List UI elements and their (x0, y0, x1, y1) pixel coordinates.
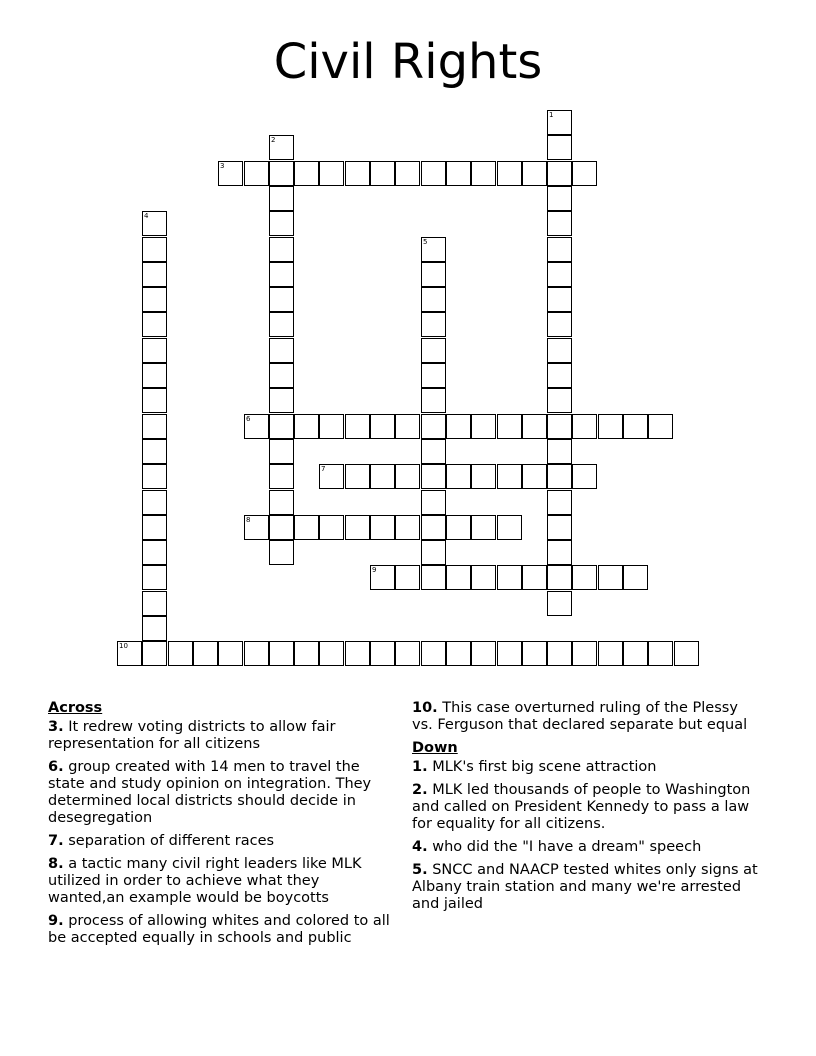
grid-cell[interactable] (421, 515, 446, 540)
grid-cell[interactable] (168, 641, 193, 666)
grid-cell[interactable] (446, 641, 471, 666)
grid-cell[interactable] (319, 464, 344, 489)
grid-cell[interactable] (421, 490, 446, 515)
grid-cell[interactable] (142, 262, 167, 287)
clue-number: 4. (412, 839, 428, 855)
down-clue-2 (412, 782, 762, 833)
clue-number: 7. (48, 833, 64, 849)
clue-number: 5. (412, 862, 428, 878)
grid-cell[interactable] (142, 641, 167, 666)
grid-cell[interactable] (345, 641, 370, 666)
grid-cell[interactable] (269, 439, 294, 464)
grid-cell[interactable] (547, 135, 572, 160)
grid-cell[interactable] (142, 616, 167, 641)
grid-cell[interactable] (674, 641, 699, 666)
grid-cell[interactable] (370, 641, 395, 666)
grid-cell[interactable] (547, 186, 572, 211)
grid-cell[interactable] (269, 211, 294, 236)
grid-cell[interactable] (269, 161, 294, 186)
grid-cell[interactable] (497, 161, 522, 186)
grid-cell[interactable] (497, 464, 522, 489)
grid-cell[interactable] (547, 161, 572, 186)
grid-cell[interactable] (446, 515, 471, 540)
grid-cell[interactable] (572, 414, 597, 439)
cell-number: 8 (246, 516, 251, 524)
grid-cell[interactable] (269, 186, 294, 211)
grid-cell[interactable] (370, 565, 395, 590)
grid-cell[interactable] (370, 414, 395, 439)
grid-cell[interactable] (547, 565, 572, 590)
grid-cell[interactable] (547, 262, 572, 287)
grid-cell[interactable] (142, 515, 167, 540)
grid-cell[interactable] (218, 161, 243, 186)
across-clue-7 (48, 833, 398, 850)
grid-cell[interactable] (547, 110, 572, 135)
grid-cell[interactable] (142, 565, 167, 590)
grid-cell[interactable] (142, 338, 167, 363)
grid-cell[interactable] (522, 161, 547, 186)
grid-cell[interactable] (421, 287, 446, 312)
cell-number: 10 (119, 642, 128, 650)
cell-number: 9 (372, 566, 377, 574)
page-title: Civil Rights (273, 34, 543, 90)
grid-cell[interactable] (193, 641, 218, 666)
grid-cell[interactable] (421, 464, 446, 489)
grid-cell[interactable] (547, 312, 572, 337)
clue-text: a tactic many civil right leaders like MLK utilized in order to achieve what they wanted,an example would be boycotts (48, 856, 362, 906)
across-heading: Across (48, 700, 103, 716)
grid-cell[interactable] (623, 414, 648, 439)
clue-text: It redrew voting districts to allow fair representation for all citizens (48, 719, 336, 752)
grid-cell[interactable] (421, 540, 446, 565)
grid-cell[interactable] (269, 515, 294, 540)
grid-cell[interactable] (547, 237, 572, 262)
cell-number: 6 (246, 415, 251, 423)
grid-cell[interactable] (522, 414, 547, 439)
grid-cell[interactable] (395, 641, 420, 666)
grid-cell[interactable] (345, 161, 370, 186)
grid-cell[interactable] (547, 464, 572, 489)
across-clue-10 (412, 700, 762, 734)
grid-cell[interactable] (269, 262, 294, 287)
grid-cell[interactable] (471, 641, 496, 666)
grid-cell[interactable] (446, 161, 471, 186)
clue-text: MLK led thousands of people to Washington and called on President Kennedy to pass a law for equality for all citizens. (412, 782, 751, 832)
grid-cell[interactable] (117, 641, 142, 666)
grid-cell[interactable] (244, 515, 269, 540)
grid-cell[interactable] (471, 565, 496, 590)
grid-cell[interactable] (142, 464, 167, 489)
grid-cell[interactable] (421, 312, 446, 337)
grid-cell[interactable] (370, 515, 395, 540)
grid-cell[interactable] (547, 287, 572, 312)
clues-right-column (412, 700, 762, 919)
grid-cell[interactable] (421, 414, 446, 439)
grid-cell[interactable] (244, 161, 269, 186)
cell-number: 4 (144, 212, 149, 220)
grid-cell[interactable] (598, 414, 623, 439)
grid-cell[interactable] (142, 363, 167, 388)
across-clue-9 (48, 913, 398, 947)
grid-cell[interactable] (421, 641, 446, 666)
grid-cell[interactable] (497, 515, 522, 540)
grid-cell[interactable] (572, 464, 597, 489)
clue-number: 9. (48, 913, 64, 929)
grid-cell[interactable] (269, 414, 294, 439)
grid-cell[interactable] (269, 135, 294, 160)
grid-cell[interactable] (471, 161, 496, 186)
grid-cell[interactable] (623, 565, 648, 590)
clue-text: separation of different races (68, 833, 275, 849)
grid-cell[interactable] (547, 439, 572, 464)
grid-cell[interactable] (471, 414, 496, 439)
clue-text: who did the "I have a dream" speech (432, 839, 702, 855)
grid-cell[interactable] (269, 312, 294, 337)
grid-cell[interactable] (395, 464, 420, 489)
grid-cell[interactable] (547, 591, 572, 616)
grid-cell[interactable] (142, 211, 167, 236)
grid-cell[interactable] (547, 641, 572, 666)
grid-cell[interactable] (142, 388, 167, 413)
grid-cell[interactable] (446, 414, 471, 439)
grid-cell[interactable] (142, 414, 167, 439)
grid-cell[interactable] (522, 641, 547, 666)
grid-cell[interactable] (421, 338, 446, 363)
clues-left-column (48, 700, 398, 953)
grid-cell[interactable] (421, 565, 446, 590)
clue-text: process of allowing whites and colored to all be accepted equally in schools and public (48, 913, 390, 946)
grid-cell[interactable] (345, 464, 370, 489)
clues-section (48, 700, 778, 1000)
grid-cell[interactable] (547, 490, 572, 515)
grid-cell[interactable] (142, 439, 167, 464)
grid-cell[interactable] (370, 161, 395, 186)
grid-cell[interactable] (319, 161, 344, 186)
grid-cell[interactable] (244, 414, 269, 439)
grid-cell[interactable] (547, 338, 572, 363)
across-clue-6 (48, 759, 398, 827)
grid-cell[interactable] (522, 565, 547, 590)
down-clue-5 (412, 862, 762, 913)
grid-cell[interactable] (547, 363, 572, 388)
clue-number: 6. (48, 759, 64, 775)
grid-cell[interactable] (623, 641, 648, 666)
grid-cell[interactable] (269, 641, 294, 666)
grid-cell[interactable] (598, 565, 623, 590)
grid-cell[interactable] (547, 211, 572, 236)
grid-cell[interactable] (395, 515, 420, 540)
down-clue-4 (412, 839, 762, 856)
grid-cell[interactable] (319, 515, 344, 540)
grid-cell[interactable] (294, 161, 319, 186)
grid-cell[interactable] (395, 565, 420, 590)
grid-cell[interactable] (497, 414, 522, 439)
cell-number: 5 (423, 238, 428, 246)
down-heading: Down (412, 740, 458, 756)
grid-cell[interactable] (421, 388, 446, 413)
grid-cell[interactable] (142, 591, 167, 616)
grid-cell[interactable] (345, 515, 370, 540)
grid-cell[interactable] (547, 515, 572, 540)
grid-cell[interactable] (446, 565, 471, 590)
grid-cell[interactable] (446, 464, 471, 489)
grid-cell[interactable] (572, 565, 597, 590)
grid-cell[interactable] (218, 641, 243, 666)
grid-cell[interactable] (319, 641, 344, 666)
grid-cell[interactable] (142, 287, 167, 312)
clue-number: 10. (412, 700, 438, 716)
grid-cell[interactable] (142, 237, 167, 262)
grid-cell[interactable] (269, 237, 294, 262)
grid-cell[interactable] (142, 312, 167, 337)
grid-cell[interactable] (269, 388, 294, 413)
clue-number: 8. (48, 856, 64, 872)
grid-cell[interactable] (547, 540, 572, 565)
cell-number: 1 (549, 111, 554, 119)
grid-cell[interactable] (547, 388, 572, 413)
grid-cell[interactable] (345, 414, 370, 439)
down-clue-1 (412, 759, 762, 776)
clue-number: 3. (48, 719, 64, 735)
clue-number: 1. (412, 759, 428, 775)
grid-cell[interactable] (547, 414, 572, 439)
grid-cell[interactable] (269, 490, 294, 515)
grid-cell[interactable] (395, 414, 420, 439)
grid-cell[interactable] (269, 540, 294, 565)
grid-cell[interactable] (421, 161, 446, 186)
grid-cell[interactable] (269, 363, 294, 388)
grid-cell[interactable] (142, 540, 167, 565)
grid-cell[interactable] (294, 641, 319, 666)
grid-cell[interactable] (598, 641, 623, 666)
grid-cell[interactable] (648, 641, 673, 666)
grid-cell[interactable] (648, 414, 673, 439)
grid-cell[interactable] (244, 641, 269, 666)
clue-number: 2. (412, 782, 428, 798)
grid-cell[interactable] (294, 414, 319, 439)
grid-cell[interactable] (421, 237, 446, 262)
grid-cell[interactable] (497, 641, 522, 666)
clue-text: group created with 14 men to travel the state and study opinion on integration. They determined local districts should decide in desegregation (48, 759, 372, 826)
grid-cell[interactable] (497, 565, 522, 590)
grid-cell[interactable] (421, 262, 446, 287)
grid-cell[interactable] (395, 161, 420, 186)
grid-cell[interactable] (319, 414, 344, 439)
grid-cell[interactable] (471, 464, 496, 489)
clue-text: This case overturned ruling of the Plessy vs. Ferguson that declared separate but equal (412, 700, 748, 733)
cell-number: 7 (321, 465, 326, 473)
grid-cell[interactable] (269, 338, 294, 363)
grid-cell[interactable] (421, 363, 446, 388)
grid-cell[interactable] (269, 464, 294, 489)
grid-cell[interactable] (421, 439, 446, 464)
clue-text: SNCC and NAACP tested whites only signs at Albany train station and many we're arrested and jailed (412, 862, 758, 912)
grid-cell[interactable] (370, 464, 395, 489)
cell-number: 2 (271, 136, 276, 144)
grid-cell[interactable] (269, 287, 294, 312)
grid-cell[interactable] (471, 515, 496, 540)
grid-cell[interactable] (142, 490, 167, 515)
across-clue-3 (48, 719, 398, 753)
grid-cell[interactable] (522, 464, 547, 489)
grid-cell[interactable] (572, 641, 597, 666)
grid-cell[interactable] (572, 161, 597, 186)
grid-cell[interactable] (294, 515, 319, 540)
across-clue-8 (48, 856, 398, 907)
clue-text: MLK's first big scene attraction (432, 759, 657, 775)
cell-number: 3 (220, 162, 225, 170)
